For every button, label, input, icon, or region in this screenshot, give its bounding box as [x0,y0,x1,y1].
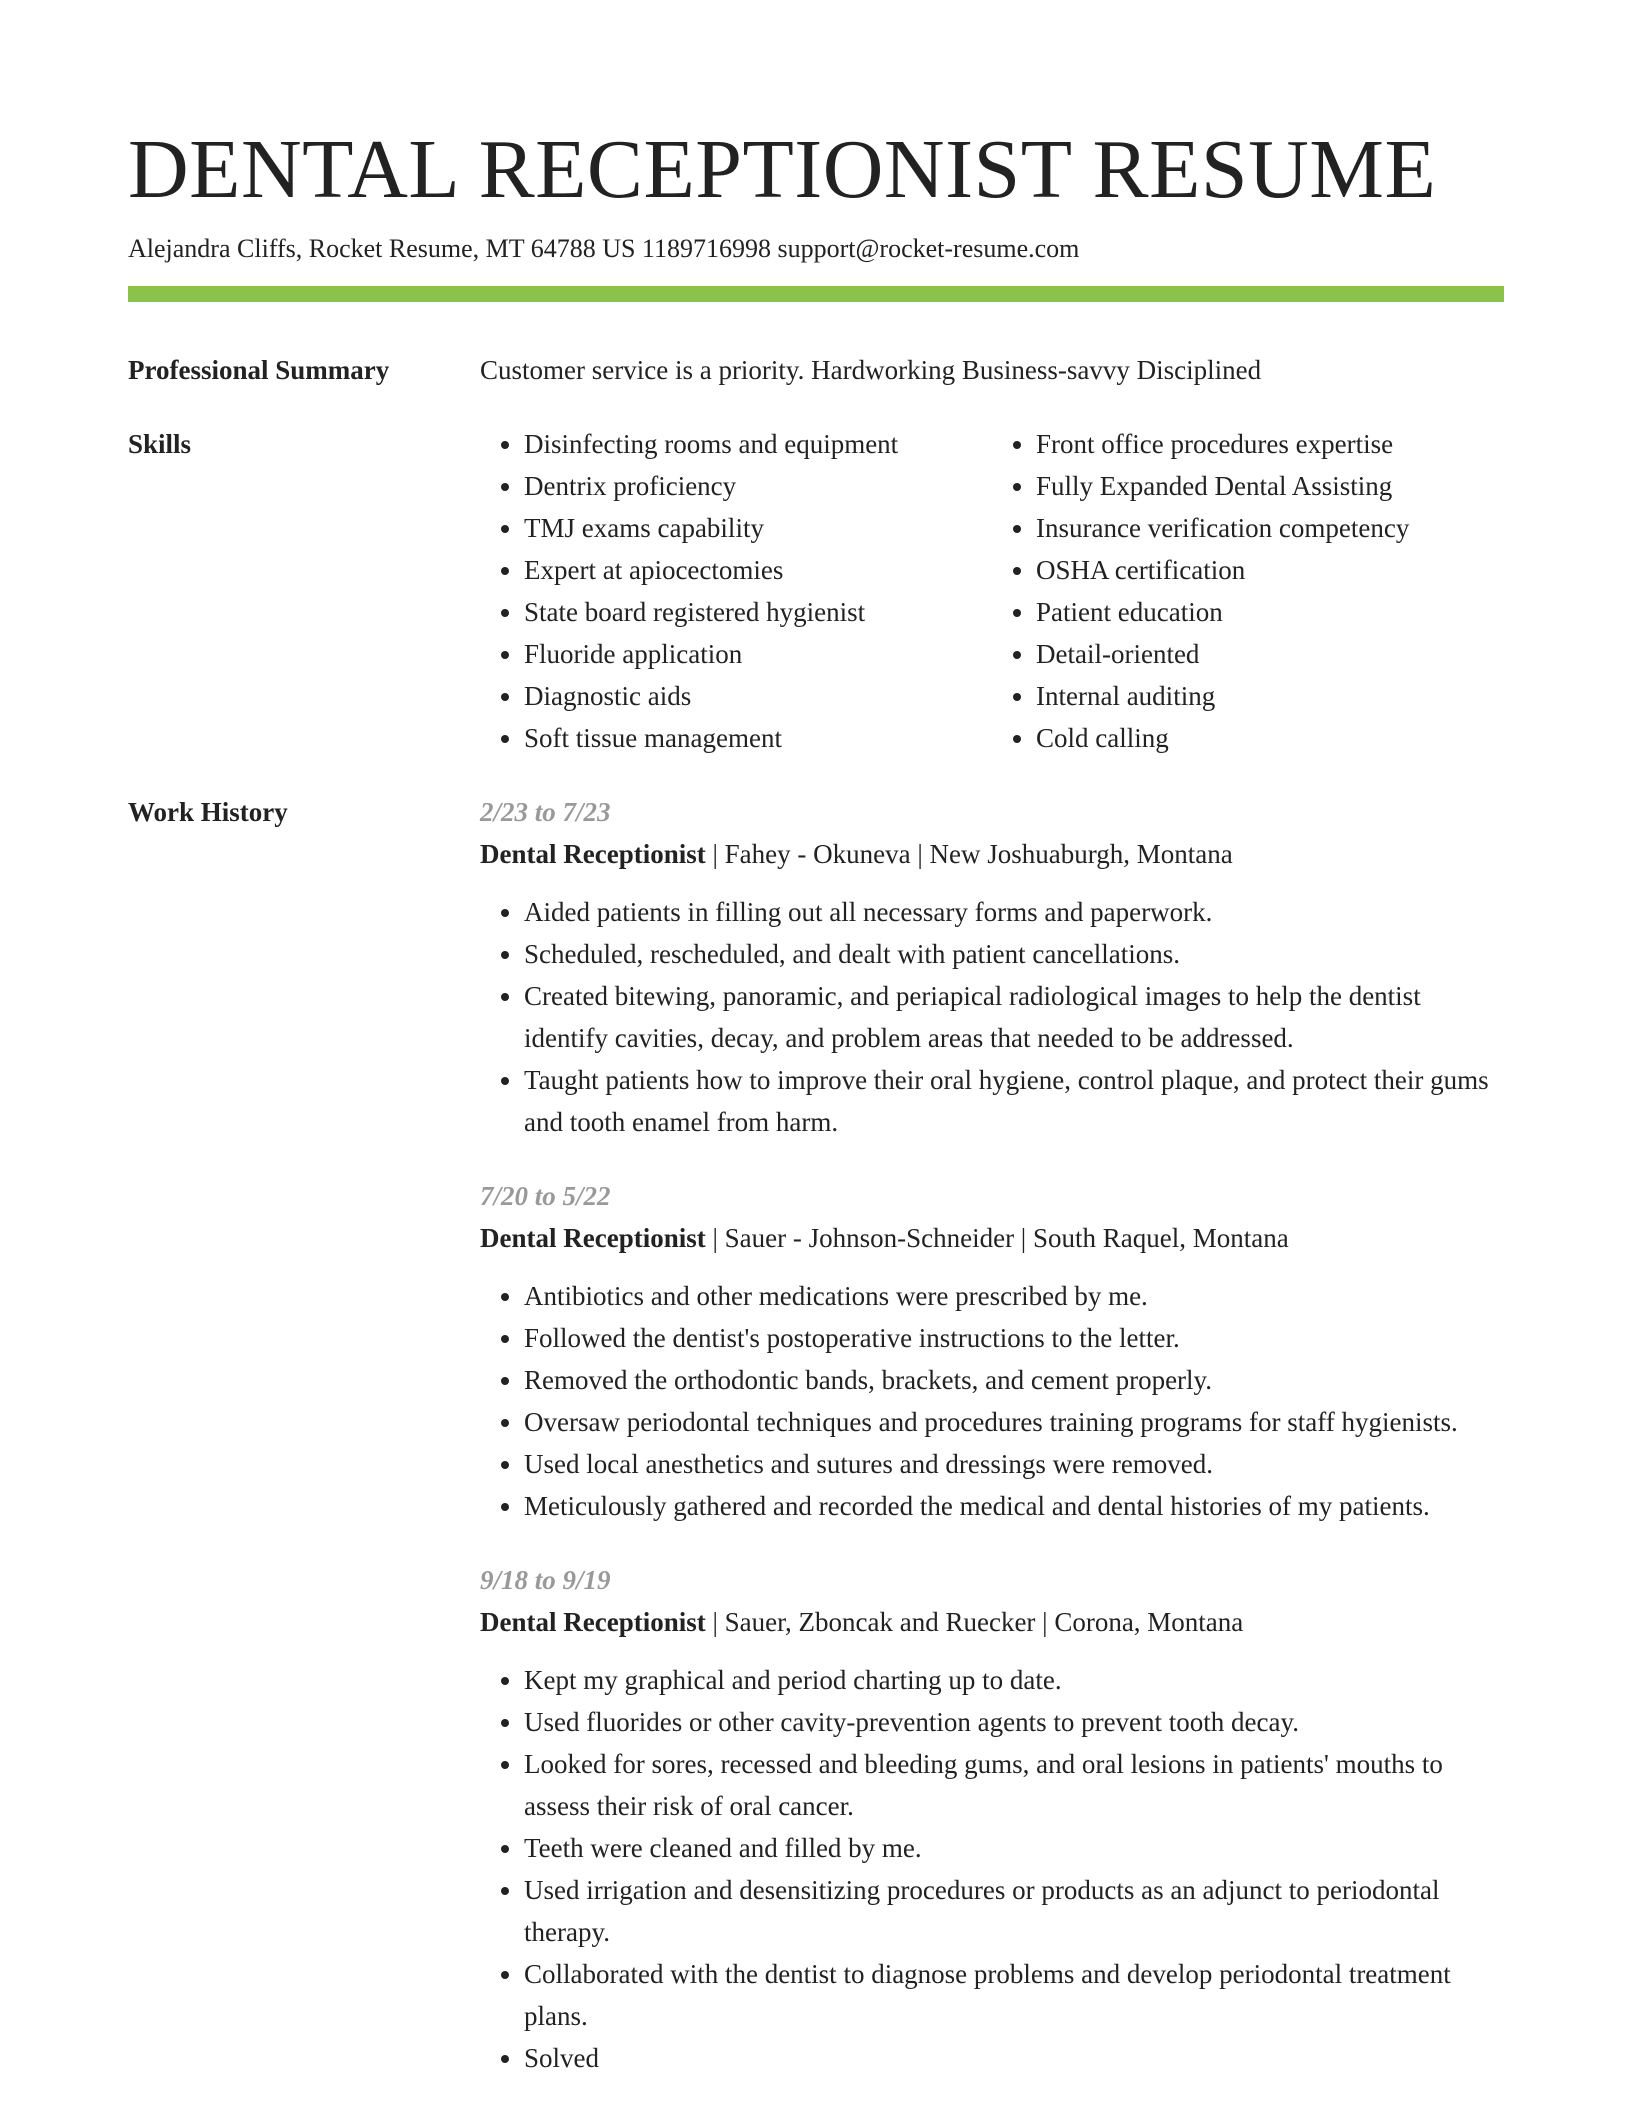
job-bullet: • Antibiotics and other medications were prescribed by me. [524,1275,1504,1317]
job-bullet: • Followed the dentist's postoperative instructions to the letter. [524,1317,1504,1359]
work-history-list [480,791,1504,2111]
resume-title: DENTAL RECEPTIONIST RESUME [128,123,1437,216]
skills-label: Skills [128,429,192,459]
skill-item: • Disinfecting rooms and equipment [524,423,992,465]
skill-item: • State board registered hygienist [524,591,992,633]
skill-item: • Soft tissue management [524,717,992,759]
contact-line: Alejandra Cliffs, Rocket Resume, MT 64788 US 1189716998 support@rocket-resume.com [128,234,1080,263]
skill-item: • TMJ exams capability [524,507,992,549]
skill-item: • Fluoride application [524,633,992,675]
job-bullet: • Used fluorides or other cavity-prevention agents to prevent tooth decay. [524,1701,1504,1743]
job-title: Dental Receptionist [480,1607,706,1637]
skill-item: • Insurance verification competency [1036,507,1504,549]
summary-label: Professional Summary [128,355,390,385]
job-bullets [480,891,1504,1143]
job-date: 7/20 to 5/22 [480,1181,611,1211]
job-employer-location: | Sauer, Zboncak and Ruecker | Corona, Montana [705,1607,1244,1637]
job-bullets [480,1659,1504,2079]
job-heading [480,1217,1504,1259]
job-heading [480,833,1504,875]
job-entry [480,1559,1504,2079]
job-date: 2/23 to 7/23 [480,797,611,827]
skill-item: • OSHA certification [1036,549,1504,591]
job-bullet: • Used irrigation and desensitizing procedures or products as an adjunct to periodontal therapy. [524,1869,1504,1953]
job-bullet: • Scheduled, rescheduled, and dealt with patient cancellations. [524,933,1504,975]
job-bullet: • Teeth were cleaned and filled by me. [524,1827,1504,1869]
job-bullet: • Removed the orthodontic bands, brackets, and cement properly. [524,1359,1504,1401]
job-employer-location: | Sauer - Johnson-Schneider | South Raquel, Montana [705,1223,1289,1253]
skills-column-right [992,423,1504,759]
job-heading [480,1601,1504,1643]
job-entry [480,1175,1504,1527]
job-entry [480,791,1504,1143]
job-bullets [480,1275,1504,1527]
job-title: Dental Receptionist [480,1223,706,1253]
skill-item: • Cold calling [1036,717,1504,759]
job-date: 9/18 to 9/19 [480,1565,611,1595]
skill-item: • Detail-oriented [1036,633,1504,675]
skill-item: • Internal auditing [1036,675,1504,717]
accent-divider [128,286,1504,302]
job-bullet: • Meticulously gathered and recorded the medical and dental histories of my patients. [524,1485,1504,1527]
skill-item: • Diagnostic aids [524,675,992,717]
job-bullet: • Collaborated with the dentist to diagnose problems and develop periodontal treatment plans. [524,1953,1504,2037]
skill-item: • Patient education [1036,591,1504,633]
skill-item: • Fully Expanded Dental Assisting [1036,465,1504,507]
skills-column-left [480,423,992,759]
job-bullet: • Solved [524,2037,1504,2079]
job-title: Dental Receptionist [480,839,706,869]
job-bullet: • Aided patients in filling out all necessary forms and paperwork. [524,891,1504,933]
work-history-label: Work History [128,797,288,827]
job-bullet: • Created bitewing, panoramic, and periapical radiological images to help the dentist identify cavities, decay, and problem areas that needed to be addressed. [524,975,1504,1059]
skills-list [480,423,1504,759]
job-bullet: • Used local anesthetics and sutures and dressings were removed. [524,1443,1504,1485]
skill-item: • Expert at apiocectomies [524,549,992,591]
skill-item: • Dentrix proficiency [524,465,992,507]
job-bullet: • Looked for sores, recessed and bleeding gums, and oral lesions in patients' mouths to assess their risk of oral cancer. [524,1743,1504,1827]
job-bullet: • Oversaw periodontal techniques and procedures training programs for staff hygienists. [524,1401,1504,1443]
job-employer-location: | Fahey - Okuneva | New Joshuaburgh, Montana [705,839,1233,869]
job-bullet: • Taught patients how to improve their oral hygiene, control plaque, and protect their gums and tooth enamel from harm. [524,1059,1504,1143]
job-bullet: • Kept my graphical and period charting up to date. [524,1659,1504,1701]
skill-item: • Front office procedures expertise [1036,423,1504,465]
summary-text: Customer service is a priority. Hardworking Business-savvy Disciplined [480,355,1262,385]
